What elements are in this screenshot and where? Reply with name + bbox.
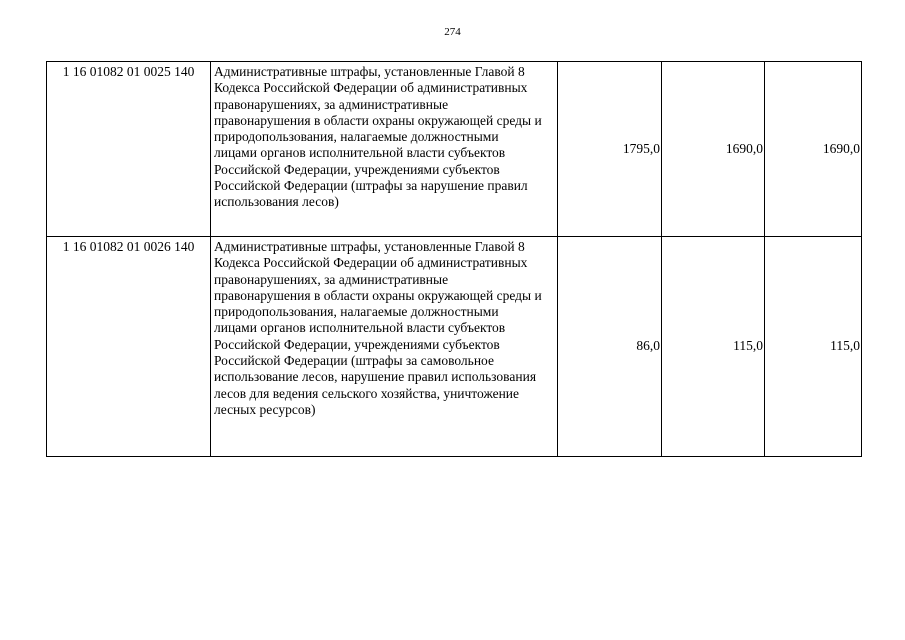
classification-code-cell: 1 16 01082 01 0025 140 — [47, 62, 211, 237]
amount-cell-year-3: 115,0 — [765, 237, 862, 457]
description-line: Российской Федерации, учреждениями субъектов — [214, 161, 500, 177]
description-line: лесов для ведения сельского хозяйства, уничтожение — [214, 385, 520, 401]
table-row — [47, 62, 862, 237]
description-line: Административные штрафы, установленные Главой 8 — [214, 64, 525, 79]
description-line: лицами органов исполнительной власти субъектов — [214, 145, 506, 161]
table-row — [47, 237, 862, 457]
description-line: природопользования, налагаемые должностными — [214, 304, 499, 320]
amount-cell-year-2: 115,0 — [662, 237, 765, 457]
amount-cell-year-1: 1795,0 — [558, 62, 662, 237]
description-line: правонарушения в области охраны окружающей среды и — [214, 287, 542, 303]
budget-table — [46, 61, 862, 457]
amount-cell-year-3: 1690,0 — [765, 62, 862, 237]
classification-code-cell: 1 16 01082 01 0026 140 — [47, 237, 211, 457]
description-line: лесных ресурсов) — [214, 401, 316, 417]
page-number: 274 — [444, 26, 461, 38]
description-line: лицами органов исполнительной власти субъектов — [214, 320, 506, 336]
description-line: использования лесов) — [214, 194, 339, 210]
description-line: природопользования, налагаемые должностными — [214, 129, 499, 145]
description-line: Российской Федерации (штрафы за самовольное — [214, 353, 494, 369]
description-line: Российской Федерации (штрафы за нарушение правил — [214, 178, 528, 194]
description-cell — [211, 62, 558, 237]
amount-cell-year-2: 1690,0 — [662, 62, 765, 237]
description-line: использование лесов, нарушение правил использования — [214, 369, 537, 385]
description-line: Кодекса Российской Федерации об административных — [214, 80, 528, 96]
description-line: правонарушения в области охраны окружающей среды и — [214, 112, 542, 128]
description-line: правонарушениях, за административные — [214, 96, 449, 112]
description-line: Кодекса Российской Федерации об административных — [214, 255, 528, 271]
description-line: правонарушениях, за административные — [214, 271, 449, 287]
amount-cell-year-1: 86,0 — [558, 237, 662, 457]
description-line: Административные штрафы, установленные Главой 8 — [214, 239, 525, 254]
description-line: Российской Федерации, учреждениями субъектов — [214, 336, 500, 352]
description-cell — [211, 237, 558, 457]
